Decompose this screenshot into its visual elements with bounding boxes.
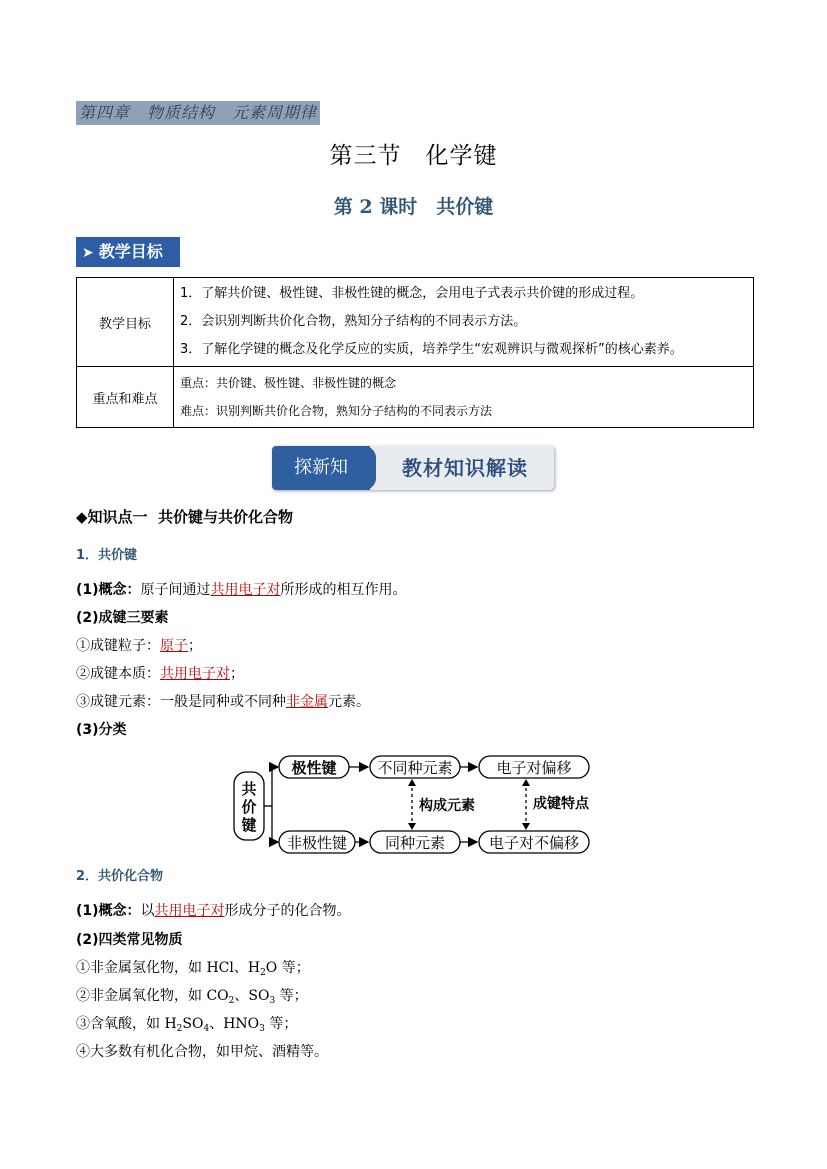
key-point-line: 重点：共价键、极性键、非极性键的概念 bbox=[180, 376, 397, 390]
chapter-heading: 第四章 物质结构 元素周期律 bbox=[76, 101, 320, 125]
reading-banner bbox=[272, 446, 554, 490]
text-span: 原子间通过 bbox=[140, 582, 211, 598]
elements-heading-text: (2)成键三要素 bbox=[76, 610, 169, 626]
objectives-banner-label: 教学目标 bbox=[98, 242, 163, 261]
element-line bbox=[76, 663, 244, 685]
composition-label: 构成元素 bbox=[419, 798, 475, 814]
text-span: ②成键本质： bbox=[76, 666, 160, 682]
element-line bbox=[76, 691, 370, 713]
text-span: 以 bbox=[140, 903, 155, 919]
section-title: 第三节 化学键 bbox=[329, 143, 498, 169]
feature-label: 成键特点 bbox=[533, 796, 589, 812]
bond-classification-diagram bbox=[230, 750, 600, 858]
subscript: 2 bbox=[176, 1024, 183, 1034]
subscript: 3 bbox=[259, 1024, 265, 1034]
objective-line: 1．了解共价键、极性键、非极性键的概念，会用电子式表示共价键的形成过程。 bbox=[180, 286, 644, 301]
knowledge-point-title: ◆知识点一 共价键与共价化合物 bbox=[76, 508, 293, 526]
root-char: 键 bbox=[241, 816, 257, 834]
text-span: 、HNO bbox=[209, 1016, 260, 1032]
text-span: 、SO bbox=[234, 988, 270, 1004]
concept-label: (1)概念： bbox=[76, 903, 141, 919]
classification-heading bbox=[76, 719, 127, 741]
root-char: 价 bbox=[241, 798, 257, 816]
row-content bbox=[174, 278, 754, 367]
text-span: ③含氧酸，如 H bbox=[76, 1016, 177, 1032]
text-span: ③成键元素：一般是同种或不同种 bbox=[76, 694, 286, 710]
diff-element-label: 不同种元素 bbox=[377, 759, 453, 777]
concept-label: (1)概念： bbox=[76, 582, 141, 598]
text-span: 等； bbox=[264, 1016, 298, 1032]
not-shifted-label: 电子对不偏移 bbox=[488, 834, 580, 852]
lesson-title: 第 2 课时 共价键 bbox=[333, 196, 494, 218]
objective-line: 3．了解化学键的概念及化学反应的实质，培养学生“宏观辨识与微观探析”的核心素养。 bbox=[180, 342, 683, 357]
text-span: ①成键粒子： bbox=[76, 638, 160, 654]
subscript: 4 bbox=[203, 1024, 210, 1034]
text-span: 形成分子的化合物。 bbox=[224, 903, 351, 919]
text-span: SO bbox=[182, 1016, 204, 1032]
objectives-table bbox=[76, 277, 754, 428]
answer-blank: 原子 bbox=[160, 638, 188, 654]
answer-blank: 非金属 bbox=[286, 694, 328, 710]
answer-blank: 共用电子对 bbox=[210, 582, 281, 598]
text-span: 元素。 bbox=[328, 694, 370, 710]
concept-paragraph bbox=[76, 900, 351, 922]
reading-banner-left: 探新知 bbox=[272, 446, 370, 490]
type-line: ④大多数有机化合物，如甲烷、酒精等。 bbox=[76, 1044, 328, 1060]
text-span: ①非金属氢化物，如 HCl、H bbox=[76, 960, 261, 976]
objective-line: 2．会识别判断共价化合物，熟知分子结构的不同表示方法。 bbox=[180, 314, 527, 329]
subscript: 2 bbox=[228, 996, 235, 1006]
subsection-heading: 1．共价键 bbox=[76, 548, 138, 563]
row-content bbox=[174, 367, 754, 428]
same-element-label: 同种元素 bbox=[384, 834, 446, 852]
text-span: ； bbox=[188, 638, 202, 654]
types-heading-text: (2)四类常见物质 bbox=[76, 932, 183, 948]
arrow-right-icon: ➤ bbox=[82, 245, 94, 261]
answer-blank: 共用电子对 bbox=[154, 903, 225, 919]
objectives-banner bbox=[76, 237, 180, 267]
reading-banner-right: 教材知识解读 bbox=[402, 456, 528, 480]
text-span: 所形成的相互作用。 bbox=[280, 582, 407, 598]
classification-heading-text: (3)分类 bbox=[76, 722, 127, 738]
types-heading bbox=[76, 929, 183, 951]
concept-paragraph bbox=[76, 579, 407, 601]
text-span: 等； bbox=[275, 988, 308, 1004]
text-span: ②非金属氧化物，如 CO bbox=[76, 988, 229, 1004]
text-span: O 等； bbox=[265, 960, 310, 976]
type-line bbox=[76, 985, 308, 1007]
text-span: ； bbox=[230, 666, 244, 682]
table-row bbox=[77, 278, 754, 367]
nonpolar-label: 非极性键 bbox=[286, 834, 348, 852]
type-line bbox=[76, 957, 310, 979]
row-label: 重点和难点 bbox=[77, 367, 174, 428]
row-label: 教学目标 bbox=[77, 278, 174, 367]
subscript: 3 bbox=[269, 996, 276, 1006]
answer-blank: 共用电子对 bbox=[160, 666, 230, 682]
table-row bbox=[77, 367, 754, 428]
subscript: 2 bbox=[260, 968, 266, 978]
shifted-label: 电子对偏移 bbox=[496, 759, 572, 777]
root-char: 共 bbox=[241, 780, 257, 798]
difficulty-line: 难点：识别判断共价化合物，熟知分子结构的不同表示方法 bbox=[180, 404, 493, 418]
subsection-heading: 2．共价化合物 bbox=[76, 869, 164, 884]
element-line bbox=[76, 635, 202, 657]
polar-label: 极性键 bbox=[291, 759, 337, 777]
type-line bbox=[76, 1013, 297, 1035]
elements-heading bbox=[76, 607, 169, 629]
